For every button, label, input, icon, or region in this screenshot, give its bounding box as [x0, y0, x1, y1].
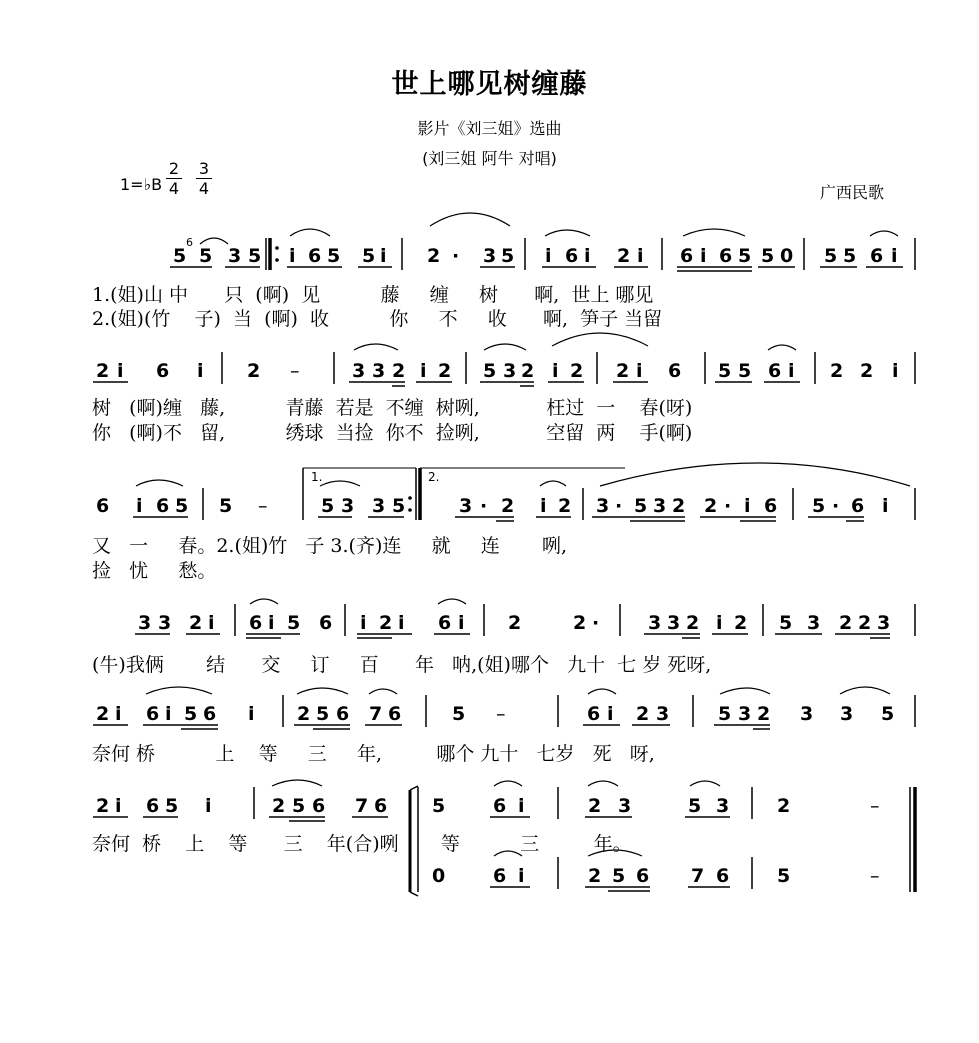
svg-text:i: i [882, 495, 889, 517]
svg-text:5: 5 [175, 495, 189, 517]
svg-text:2: 2 [379, 612, 393, 634]
svg-text:3: 3 [738, 703, 752, 725]
svg-text:2: 2 [588, 865, 602, 887]
lyric-line: 奈何 桥 上 等 三 年, 哪个 九十 七岁 死 呀, [92, 743, 655, 765]
meter-denominator: 4 [196, 178, 212, 198]
svg-text:6: 6 [668, 360, 682, 382]
svg-text:6: 6 [156, 360, 170, 382]
svg-text:2: 2 [247, 360, 261, 382]
svg-text:6: 6 [716, 865, 730, 887]
svg-text:5: 5 [779, 612, 793, 634]
svg-text:i: i [545, 245, 552, 267]
svg-text:6: 6 [186, 236, 193, 249]
lyric-line: 奈何 桥 上 等 三 年(合)咧 等 三 年。 [92, 833, 632, 855]
svg-text:6: 6 [319, 612, 333, 634]
svg-text:i: i [540, 495, 547, 517]
svg-text:3: 3 [618, 795, 632, 817]
svg-text:2: 2 [672, 495, 686, 517]
svg-text:i: i [360, 612, 367, 634]
svg-text:2: 2 [508, 612, 522, 634]
svg-text:2.: 2. [428, 470, 440, 484]
svg-text:2: 2 [501, 495, 515, 517]
svg-text:5: 5 [634, 495, 648, 517]
svg-text:6: 6 [96, 495, 110, 517]
svg-text:3: 3 [656, 703, 670, 725]
svg-text:5: 5 [718, 360, 732, 382]
svg-text:5: 5 [392, 495, 406, 517]
svg-text:i: i [208, 612, 215, 634]
svg-text:2: 2 [96, 703, 110, 725]
svg-text:3: 3 [228, 245, 242, 267]
svg-text:6: 6 [374, 795, 388, 817]
svg-text:·: · [832, 495, 840, 517]
lyric-line: 1.(姐)山 中 只 (啊) 见 藤 缠 树 啊, 世上 哪见 [92, 284, 654, 306]
svg-text:5: 5 [843, 245, 857, 267]
svg-text:i: i [420, 360, 427, 382]
performers-note: (刘三姐 阿牛 对唱) [422, 149, 557, 168]
svg-text:5: 5 [777, 865, 791, 887]
svg-text:2: 2 [189, 612, 203, 634]
svg-text:3: 3 [158, 612, 172, 634]
svg-text:2: 2 [858, 612, 872, 634]
svg-text:2: 2 [392, 360, 406, 382]
svg-text:2: 2 [860, 360, 874, 382]
svg-text:2: 2 [734, 612, 748, 634]
svg-text:3: 3 [800, 703, 814, 725]
svg-text:5: 5 [761, 245, 775, 267]
lyric-line: (牛)我俩 结 交 订 百 年 呐,(姐)哪个 九十 七 岁 死呀, [92, 654, 712, 676]
svg-text:5: 5 [688, 795, 702, 817]
svg-text:6: 6 [308, 245, 322, 267]
svg-text:6: 6 [146, 703, 160, 725]
svg-text:6: 6 [587, 703, 601, 725]
svg-text:i: i [117, 360, 124, 382]
svg-text:·: · [452, 245, 460, 267]
svg-text:i: i [636, 360, 643, 382]
svg-text:2: 2 [427, 245, 441, 267]
svg-text:i: i [637, 245, 644, 267]
svg-text:5: 5 [738, 245, 752, 267]
svg-text:5: 5 [483, 360, 497, 382]
svg-text:6: 6 [764, 495, 778, 517]
svg-text:·: · [724, 495, 732, 517]
svg-text:i: i [552, 360, 559, 382]
svg-text:2: 2 [438, 360, 452, 382]
svg-text:6: 6 [336, 703, 350, 725]
system-3-notes [96, 463, 915, 521]
svg-text:5: 5 [612, 865, 626, 887]
svg-text:5: 5 [165, 795, 179, 817]
svg-text:·: · [480, 495, 488, 517]
svg-text:5: 5 [881, 703, 895, 725]
svg-text:2: 2 [558, 495, 572, 517]
svg-text:5: 5 [327, 245, 341, 267]
svg-text:2: 2 [96, 795, 110, 817]
svg-text:2: 2 [830, 360, 844, 382]
svg-text:i: i [700, 245, 707, 267]
system-4-notes [135, 599, 915, 638]
svg-text:6: 6 [388, 703, 402, 725]
svg-text:–: – [258, 495, 268, 517]
svg-text:–: – [870, 865, 880, 887]
svg-text:6: 6 [719, 245, 733, 267]
svg-text:i: i [788, 360, 795, 382]
svg-text:6: 6 [768, 360, 782, 382]
svg-text:6: 6 [146, 795, 160, 817]
svg-text:3: 3 [459, 495, 473, 517]
svg-text:3: 3 [667, 612, 681, 634]
svg-text:6: 6 [312, 795, 326, 817]
svg-text:i: i [115, 795, 122, 817]
svg-text:3: 3 [648, 612, 662, 634]
svg-text:5: 5 [292, 795, 306, 817]
svg-text:5: 5 [824, 245, 838, 267]
svg-text:–: – [496, 703, 506, 725]
svg-text:7: 7 [691, 865, 705, 887]
svg-text:3: 3 [840, 703, 854, 725]
svg-text:7: 7 [369, 703, 383, 725]
svg-text:6: 6 [636, 865, 650, 887]
svg-text:2: 2 [96, 360, 110, 382]
svg-text:·: · [592, 612, 600, 634]
genre-label: 广西民歌 [820, 183, 885, 202]
svg-text:6: 6 [249, 612, 263, 634]
lyric-line: 捡 忧 愁。 [92, 560, 217, 582]
svg-text:5: 5 [173, 245, 187, 267]
svg-text:2: 2 [570, 360, 584, 382]
key-signature: 1=♭B [120, 175, 163, 194]
svg-text:6: 6 [493, 795, 507, 817]
system-1-notes [170, 213, 915, 271]
meter-numerator: 2 [168, 159, 180, 178]
svg-text:6: 6 [438, 612, 452, 634]
svg-text:5: 5 [738, 360, 752, 382]
svg-text:i: i [205, 795, 212, 817]
svg-text:i: i [115, 703, 122, 725]
svg-text:2: 2 [521, 360, 535, 382]
svg-text:5: 5 [812, 495, 826, 517]
svg-text:2: 2 [297, 703, 311, 725]
svg-text:i: i [398, 612, 405, 634]
svg-text:i: i [268, 612, 275, 634]
svg-text:3: 3 [341, 495, 355, 517]
svg-text:2: 2 [777, 795, 791, 817]
svg-text:2: 2 [573, 612, 587, 634]
svg-text:3: 3 [653, 495, 667, 517]
svg-text:3: 3 [352, 360, 366, 382]
svg-text:5: 5 [321, 495, 335, 517]
svg-text:0: 0 [780, 245, 794, 267]
meter-denominator: 4 [166, 178, 182, 198]
svg-text:i: i [289, 245, 296, 267]
svg-text:6: 6 [493, 865, 507, 887]
svg-text:i: i [248, 703, 255, 725]
svg-text:5: 5 [219, 495, 233, 517]
song-subtitle: 影片《刘三姐》选曲 [417, 119, 562, 138]
svg-text:i: i [584, 245, 591, 267]
svg-text:6: 6 [870, 245, 884, 267]
svg-text:5: 5 [199, 245, 213, 267]
svg-text:5: 5 [452, 703, 466, 725]
svg-text:–: – [290, 360, 300, 382]
svg-text:2: 2 [272, 795, 286, 817]
svg-text:i: i [136, 495, 143, 517]
svg-text:2: 2 [839, 612, 853, 634]
svg-text:6: 6 [156, 495, 170, 517]
meter-numerator: 3 [198, 159, 210, 178]
svg-text:i: i [380, 245, 387, 267]
svg-text:i: i [891, 245, 898, 267]
svg-text:i: i [458, 612, 465, 634]
svg-text:i: i [744, 495, 751, 517]
svg-text:2: 2 [757, 703, 771, 725]
svg-text:i: i [518, 865, 525, 887]
svg-text:3: 3 [138, 612, 152, 634]
lyric-line: 又 一 春。2.(姐)竹 子 3.(齐)连 就 连 咧, [92, 535, 568, 557]
svg-text:2: 2 [617, 245, 631, 267]
system-2-notes [93, 333, 915, 386]
svg-text:i: i [197, 360, 204, 382]
svg-text:6: 6 [203, 703, 217, 725]
svg-text:2: 2 [616, 360, 630, 382]
lyric-line: 2.(姐)(竹 子) 当 (啊) 收 你 不 收 啊, 笋子 当留 [92, 308, 663, 330]
svg-text:i: i [892, 360, 899, 382]
system-5-notes [93, 687, 915, 729]
svg-text:3: 3 [807, 612, 821, 634]
svg-text:2: 2 [588, 795, 602, 817]
svg-text:i: i [518, 795, 525, 817]
svg-text:3: 3 [503, 360, 517, 382]
svg-text:5: 5 [432, 795, 446, 817]
svg-text:3: 3 [877, 612, 891, 634]
svg-text:6: 6 [680, 245, 694, 267]
svg-text:3: 3 [483, 245, 497, 267]
svg-text:6: 6 [851, 495, 865, 517]
svg-text:5: 5 [718, 703, 732, 725]
svg-text:2: 2 [704, 495, 718, 517]
svg-text:3: 3 [372, 360, 386, 382]
svg-text:5: 5 [362, 245, 376, 267]
svg-text:–: – [870, 795, 880, 817]
svg-text:i: i [607, 703, 614, 725]
svg-text:1.: 1. [311, 470, 323, 484]
song-title: 世上哪见树缠藤 [391, 69, 588, 100]
svg-text:5: 5 [248, 245, 262, 267]
svg-text:3: 3 [596, 495, 610, 517]
svg-text:·: · [615, 495, 623, 517]
svg-text:0: 0 [432, 865, 446, 887]
svg-text:5: 5 [316, 703, 330, 725]
svg-text:5: 5 [501, 245, 515, 267]
svg-text:5: 5 [287, 612, 301, 634]
svg-text:3: 3 [716, 795, 730, 817]
svg-text:2: 2 [686, 612, 700, 634]
svg-text:2: 2 [636, 703, 650, 725]
svg-text:7: 7 [355, 795, 369, 817]
svg-text:i: i [716, 612, 723, 634]
svg-text:i: i [165, 703, 172, 725]
svg-text:6: 6 [565, 245, 579, 267]
lyric-line: 你 (啊)不 留, 绣球 当捡 你不 捡咧, 空留 两 手(啊) [92, 422, 693, 444]
svg-text:3: 3 [372, 495, 386, 517]
svg-text:5: 5 [184, 703, 198, 725]
lyric-line: 树 (啊)缠 藤, 青藤 若是 不缠 树咧, 枉过 一 春(呀) [92, 397, 693, 419]
